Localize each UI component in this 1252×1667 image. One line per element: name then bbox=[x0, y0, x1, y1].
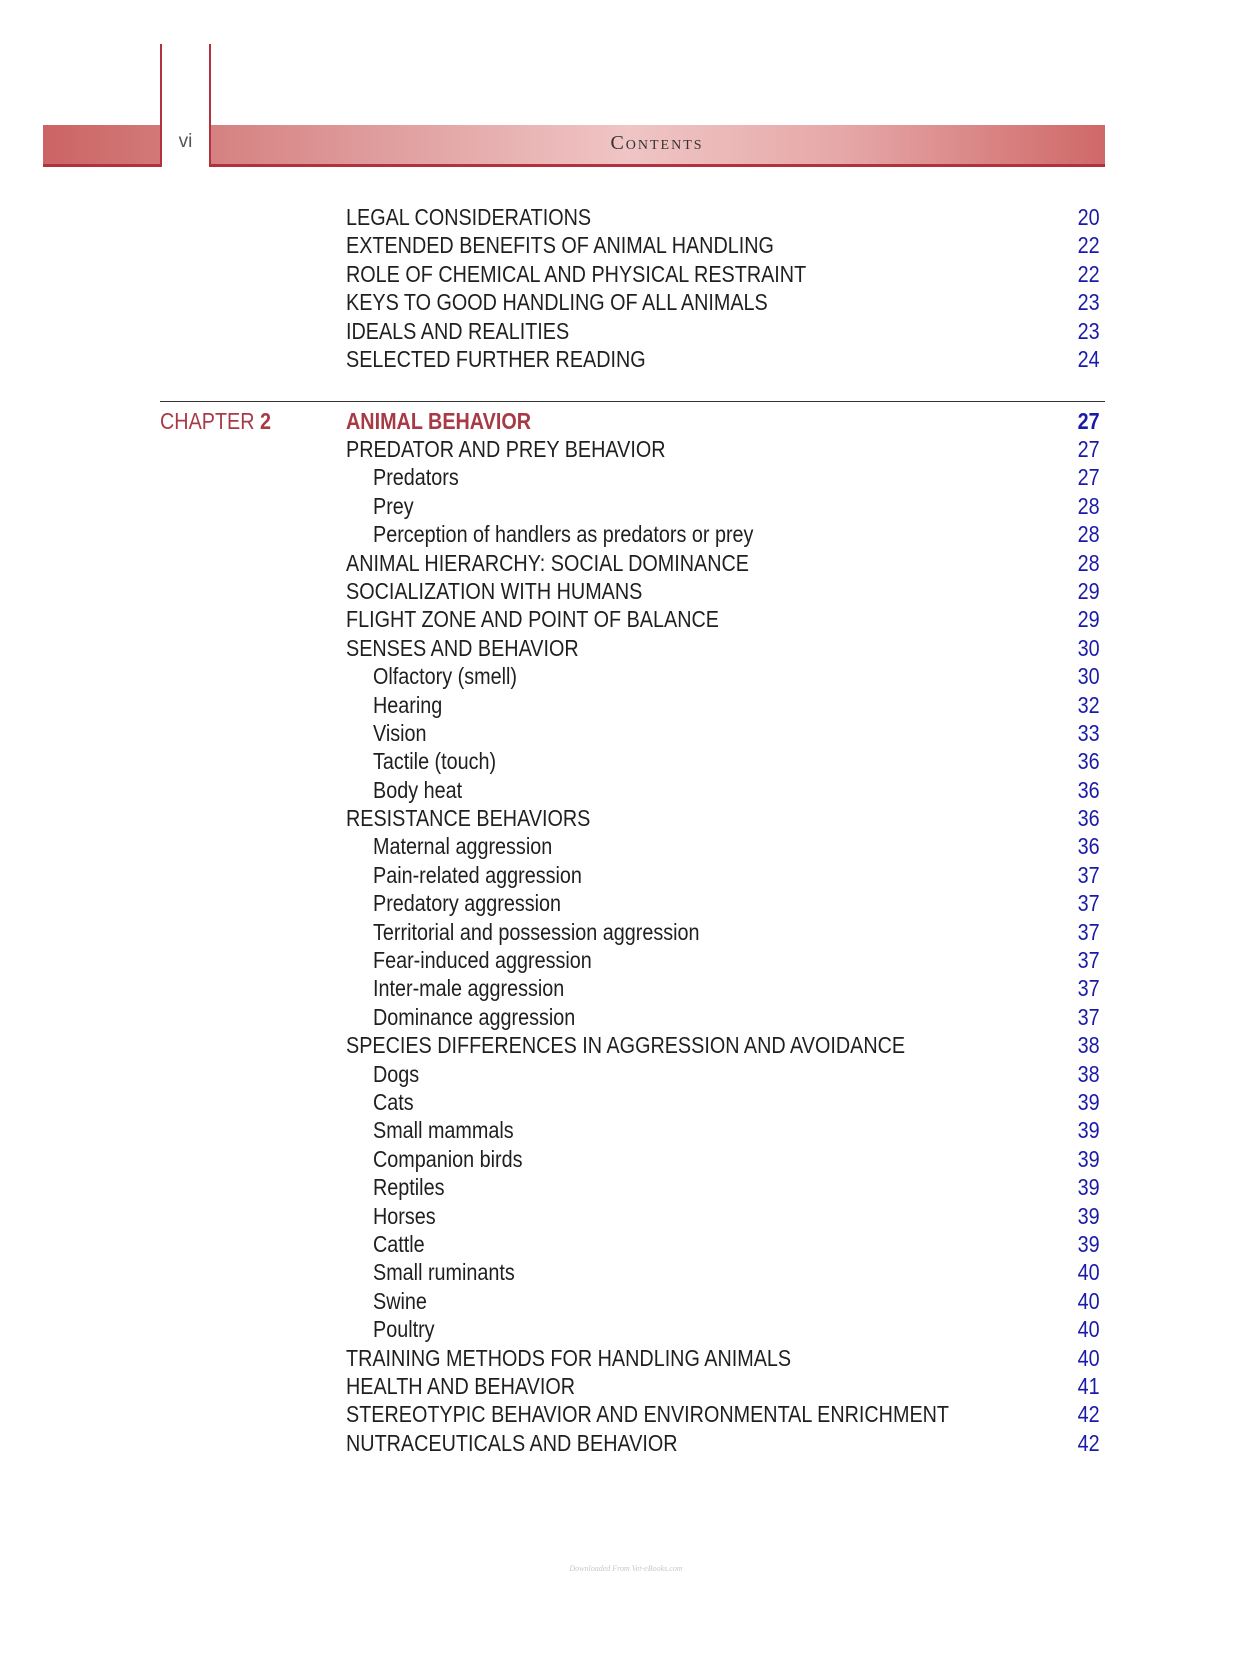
toc-entry[interactable] bbox=[0, 1230, 1252, 1258]
toc-entry-page: 41 bbox=[1077, 1372, 1100, 1399]
toc-entry-page: 32 bbox=[1077, 691, 1100, 718]
toc-entry[interactable] bbox=[0, 1145, 1252, 1173]
toc-entry[interactable] bbox=[0, 1315, 1252, 1343]
toc-entry[interactable] bbox=[0, 492, 1252, 520]
toc-entry-title: Fear-induced aggression bbox=[373, 947, 592, 974]
toc-entry[interactable] bbox=[0, 776, 1252, 804]
toc-entry[interactable] bbox=[0, 345, 1252, 373]
toc-entry[interactable] bbox=[0, 288, 1252, 316]
toc-entry[interactable] bbox=[0, 1003, 1252, 1031]
toc-entry[interactable] bbox=[0, 861, 1252, 889]
toc-entry-page: 38 bbox=[1077, 1060, 1100, 1087]
toc-entry-page: 28 bbox=[1077, 492, 1100, 519]
toc-entry-title: LEGAL CONSIDERATIONS bbox=[346, 204, 592, 230]
toc-entry[interactable] bbox=[0, 889, 1252, 917]
toc-entry-title: Olfactory (smell) bbox=[373, 663, 517, 690]
toc-entry-page: 27 bbox=[1077, 436, 1100, 462]
toc-entry-page: 40 bbox=[1077, 1287, 1100, 1314]
toc-entry[interactable] bbox=[0, 317, 1252, 345]
toc-entry[interactable] bbox=[0, 634, 1252, 662]
toc-entry-title: STEREOTYPIC BEHAVIOR AND ENVIRONMENTAL ENRICHMENT bbox=[346, 1401, 950, 1428]
toc-entry-page: 33 bbox=[1077, 719, 1100, 746]
toc-entry[interactable] bbox=[0, 1400, 1252, 1428]
toc-entry-page: 22 bbox=[1077, 260, 1100, 287]
toc-entry-title: Hearing bbox=[373, 691, 443, 718]
toc-entry-title: Inter-male aggression bbox=[373, 975, 565, 1002]
toc-entry-page: 36 bbox=[1077, 805, 1100, 832]
toc-entry-title: Companion birds bbox=[373, 1145, 523, 1172]
toc-entry-page: 39 bbox=[1077, 1145, 1100, 1172]
toc-entry-page: 37 bbox=[1077, 1003, 1100, 1030]
chapter-label: CHAPTER 2 bbox=[160, 408, 272, 434]
toc-entry[interactable] bbox=[0, 1202, 1252, 1230]
toc-entry[interactable] bbox=[0, 577, 1252, 605]
toc-entry[interactable] bbox=[0, 974, 1252, 1002]
toc-entry-title: Body heat bbox=[373, 776, 463, 803]
toc-entry-title: Prey bbox=[373, 492, 414, 519]
toc-entry-title: PREDATOR AND PREY BEHAVIOR bbox=[346, 436, 666, 462]
toc-entry-title: EXTENDED BENEFITS OF ANIMAL HANDLING bbox=[346, 232, 774, 259]
toc-entry-title: ROLE OF CHEMICAL AND PHYSICAL RESTRAINT bbox=[346, 260, 807, 287]
running-head: Contents bbox=[610, 132, 704, 154]
toc-entry-page: 28 bbox=[1077, 549, 1100, 576]
toc-entry-page: 30 bbox=[1077, 663, 1100, 690]
toc-entry-title: Tactile (touch) bbox=[373, 748, 497, 775]
toc-entry-title: Small mammals bbox=[373, 1117, 514, 1144]
toc-entry-title: SPECIES DIFFERENCES IN AGGRESSION AND AVOIDANCE bbox=[346, 1032, 906, 1059]
toc-entry-page: 36 bbox=[1077, 833, 1100, 860]
toc-entry-page: 36 bbox=[1077, 748, 1100, 775]
toc-entry-title: SELECTED FURTHER READING bbox=[346, 345, 646, 372]
toc-entry[interactable] bbox=[0, 1429, 1252, 1457]
toc-entry-title: Reptiles bbox=[373, 1174, 445, 1201]
toc-entry-page: 40 bbox=[1077, 1344, 1100, 1371]
toc-entry[interactable] bbox=[0, 691, 1252, 719]
toc-entry-title: Dominance aggression bbox=[373, 1003, 576, 1030]
toc-entry[interactable] bbox=[0, 463, 1252, 491]
chapter-number: 2 bbox=[260, 408, 272, 434]
toc-entry-title: Predators bbox=[373, 464, 459, 491]
footer-watermark: Downloaded From Vet-eBooks.com bbox=[569, 1564, 683, 1573]
toc-entry[interactable] bbox=[0, 719, 1252, 747]
toc-entry[interactable] bbox=[0, 1116, 1252, 1144]
toc-entry-page: 37 bbox=[1077, 975, 1100, 1002]
toc-entry-page: 37 bbox=[1077, 947, 1100, 974]
chapter-page: 27 bbox=[1077, 408, 1100, 434]
toc-entry[interactable] bbox=[0, 231, 1252, 259]
toc-entry-title: Horses bbox=[373, 1202, 436, 1229]
toc-entry[interactable] bbox=[0, 1031, 1252, 1059]
toc-entry-title: Small ruminants bbox=[373, 1259, 515, 1286]
toc-entry[interactable] bbox=[0, 520, 1252, 548]
toc-entry-page: 39 bbox=[1077, 1088, 1100, 1115]
toc-entry-page: 39 bbox=[1077, 1174, 1100, 1201]
toc-entry-title: RESISTANCE BEHAVIORS bbox=[346, 805, 591, 832]
toc-entry-title: Perception of handlers as predators or prey bbox=[373, 521, 754, 548]
toc-entry-page: 42 bbox=[1077, 1429, 1100, 1456]
toc-entry-title: KEYS TO GOOD HANDLING OF ALL ANIMALS bbox=[346, 289, 768, 316]
toc-entry[interactable] bbox=[0, 1060, 1252, 1088]
toc-entry[interactable] bbox=[0, 1372, 1252, 1400]
toc-entry[interactable] bbox=[0, 918, 1252, 946]
toc-entry-title: Cattle bbox=[373, 1230, 425, 1257]
toc-entry-page: 39 bbox=[1077, 1202, 1100, 1229]
chapter-title: ANIMAL BEHAVIOR bbox=[346, 408, 531, 434]
toc-entry-title: Swine bbox=[373, 1287, 427, 1314]
toc-entry-page: 37 bbox=[1077, 918, 1100, 945]
toc-entry-page: 22 bbox=[1077, 232, 1100, 259]
toc-entry[interactable] bbox=[0, 747, 1252, 775]
toc-entry-page: 42 bbox=[1077, 1401, 1100, 1428]
toc-entry-page: 38 bbox=[1077, 1032, 1100, 1059]
toc-entry[interactable] bbox=[0, 1088, 1252, 1116]
toc-entry-page: 23 bbox=[1077, 289, 1100, 316]
toc-entry-page: 37 bbox=[1077, 890, 1100, 917]
toc-entry-page: 30 bbox=[1077, 634, 1100, 661]
toc-entry[interactable] bbox=[0, 1287, 1252, 1315]
toc-entry-title: Poultry bbox=[373, 1316, 435, 1343]
toc-entry-title: TRAINING METHODS FOR HANDLING ANIMALS bbox=[346, 1344, 792, 1371]
toc-entry-page: 40 bbox=[1077, 1259, 1100, 1286]
toc-entry[interactable] bbox=[0, 435, 1252, 463]
toc-entry-title: SENSES AND BEHAVIOR bbox=[346, 634, 579, 661]
toc-entry[interactable] bbox=[0, 203, 1252, 231]
toc-entry-page: 24 bbox=[1077, 345, 1100, 372]
toc-entry-page: 27 bbox=[1077, 464, 1100, 491]
toc-entry[interactable] bbox=[0, 1173, 1252, 1201]
toc-entry-page: 20 bbox=[1077, 204, 1100, 230]
toc-entry-page: 36 bbox=[1077, 776, 1100, 803]
toc-entry-page: 40 bbox=[1077, 1316, 1100, 1343]
page-folio: vi bbox=[178, 131, 193, 152]
toc-entry[interactable] bbox=[0, 605, 1252, 633]
toc-entry-page: 28 bbox=[1077, 521, 1100, 548]
chapter-heading[interactable] bbox=[0, 405, 1252, 437]
toc-entry-title: FLIGHT ZONE AND POINT OF BALANCE bbox=[346, 606, 719, 633]
toc-entry-title: Territorial and possession aggression bbox=[373, 918, 700, 945]
toc-entry[interactable] bbox=[0, 260, 1252, 288]
toc-entry-title: IDEALS AND REALITIES bbox=[346, 317, 570, 344]
toc-entry-page: 29 bbox=[1077, 577, 1100, 604]
toc-entry[interactable] bbox=[0, 1344, 1252, 1372]
chapter-rule bbox=[160, 401, 1105, 402]
toc-entry[interactable] bbox=[0, 662, 1252, 690]
toc-entry[interactable] bbox=[0, 804, 1252, 832]
toc-entry[interactable] bbox=[0, 549, 1252, 577]
toc-entry-title: Pain-related aggression bbox=[373, 861, 582, 888]
toc-entry-page: 37 bbox=[1077, 861, 1100, 888]
toc-entry-title: Maternal aggression bbox=[373, 833, 553, 860]
toc-entry-title: HEALTH AND BEHAVIOR bbox=[346, 1372, 575, 1399]
toc-entry-title: ANIMAL HIERARCHY: SOCIAL DOMINANCE bbox=[346, 549, 750, 576]
toc-entry-title: Dogs bbox=[373, 1060, 420, 1087]
toc-entry-page: 23 bbox=[1077, 317, 1100, 344]
toc-entry-page: 29 bbox=[1077, 606, 1100, 633]
toc-entry-title: Vision bbox=[373, 719, 427, 746]
toc-entry[interactable] bbox=[0, 946, 1252, 974]
toc-top-section bbox=[0, 203, 1252, 373]
toc-entry[interactable] bbox=[0, 832, 1252, 860]
toc-entry[interactable] bbox=[0, 1258, 1252, 1286]
toc-chapter-section bbox=[0, 435, 1252, 1457]
toc-entry-title: NUTRACEUTICALS AND BEHAVIOR bbox=[346, 1429, 678, 1456]
toc-entry-page: 39 bbox=[1077, 1230, 1100, 1257]
toc-entry-title: Predatory aggression bbox=[373, 890, 562, 917]
toc-entry-title: Cats bbox=[373, 1088, 414, 1115]
toc-entry-title: SOCIALIZATION WITH HUMANS bbox=[346, 577, 643, 604]
toc-entry-page: 39 bbox=[1077, 1117, 1100, 1144]
